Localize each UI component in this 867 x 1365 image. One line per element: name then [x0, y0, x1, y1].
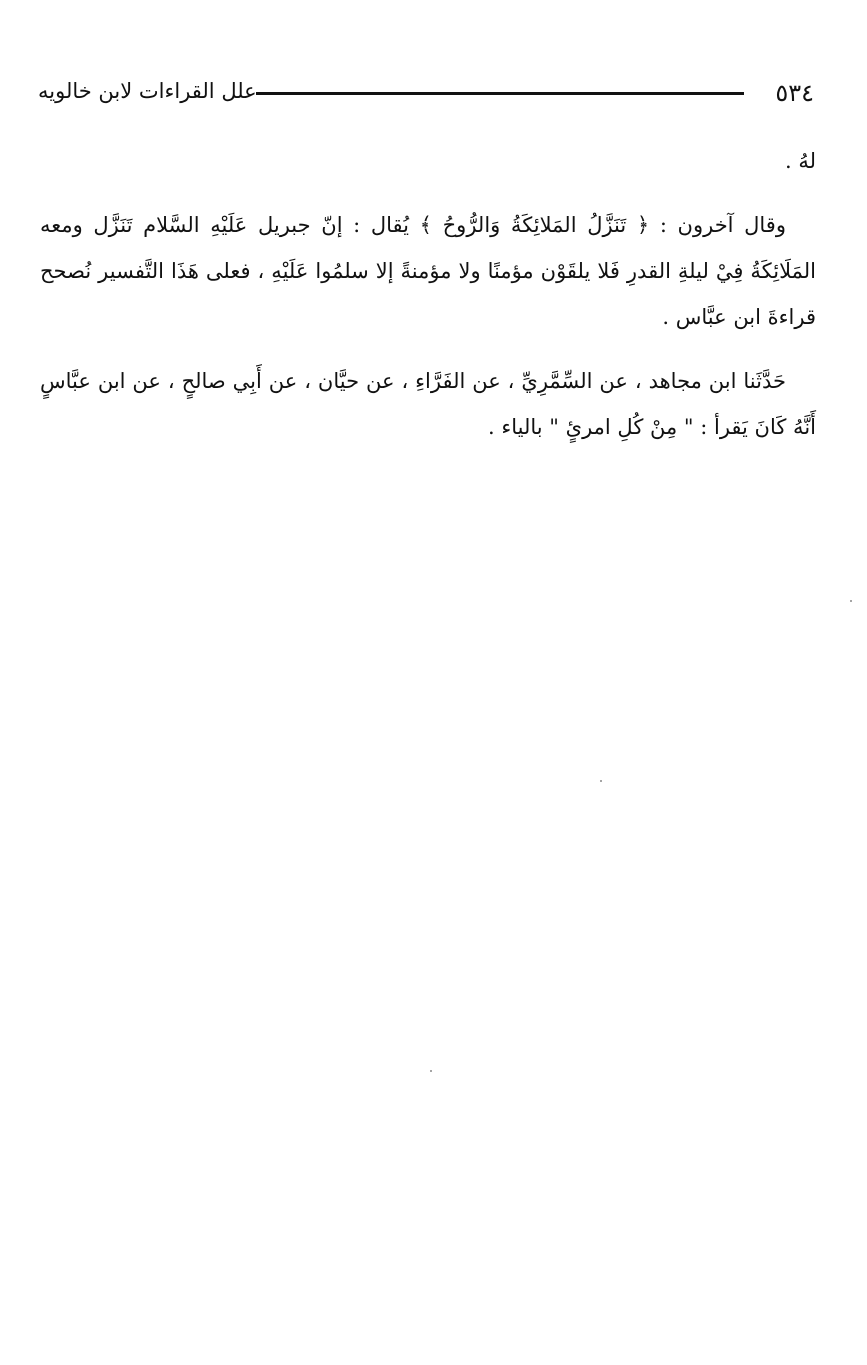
page-number: ٥٣٤	[775, 79, 814, 107]
running-title: علل القراءات لابن خالويه	[38, 79, 257, 103]
scan-speck	[600, 780, 602, 782]
scan-speck	[850, 600, 852, 602]
paragraph-hadith-chain: حَدَّثَنا ابن مجاهد ، عن السِّمَّرِيِّ ، عن الفَرَّاءِ ، عن حيَّان ، عن أَبِي صالحٍ ، عن ابن عبَّاسٍ أَنَّهُ كَانَ يَقرأ : " مِنْ كُلِ امرئٍ " بالياء .	[40, 369, 816, 439]
scan-speck	[430, 1070, 432, 1072]
page-body	[40, 138, 816, 450]
page-header	[38, 72, 814, 112]
paragraph-continuation: لهُ .	[784, 149, 816, 173]
header-rule	[256, 92, 744, 95]
paragraph-tanazzalu-commentary: وقال آخرون : ﴿ تَنَزَّلُ المَلائِكَةُ وَالرُّوحُ ﴾ يُقال : إنّ جبريل عَلَيْهِ السَّلام تَنَزَّل ومعه المَلَائِكَةُ فِيْ ليلةِ القدرِ فَلا يلقَوْن مؤمنًا ولا مؤمنةً إلا سلمُوا عَلَيْهِ ، فعلى هَذَا التَّفسير نُصحح قراءةَ ابن عبَّاس .	[40, 213, 816, 329]
